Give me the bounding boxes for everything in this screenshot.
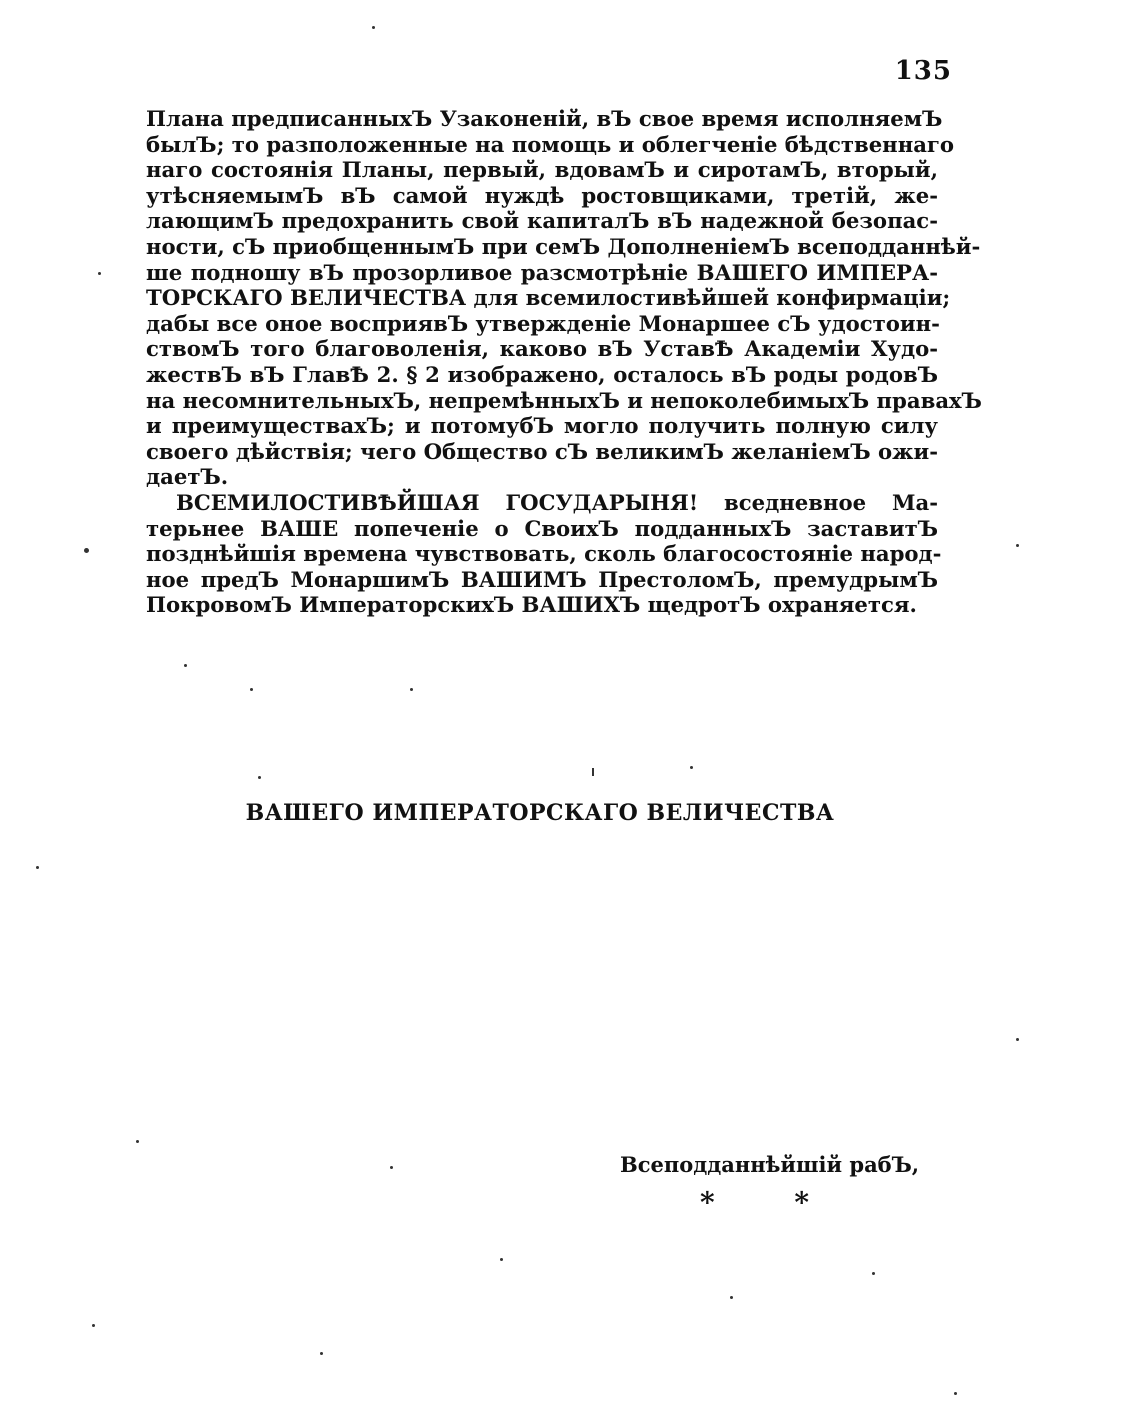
asterisk-ornament: * * xyxy=(700,1186,810,1219)
scan-speck xyxy=(730,1296,733,1299)
text-line: ше подношу вЪ прозорливое разсмотрѣніе ВАШЕГО ИМПЕРА- xyxy=(146,259,938,285)
text-line: терьнее ВАШЕ попеченіе о СвоихЪ подданныхЪ заставитЪ xyxy=(146,515,938,541)
scan-speck xyxy=(390,1166,393,1169)
scan-speck xyxy=(1016,1038,1019,1041)
text-line: своего дѣйствія; чего Общество сЪ великимЪ желаніемЪ ожи- xyxy=(146,438,938,464)
scan-speck xyxy=(372,26,375,29)
text-line: утѣсняемымЪ вЪ самой нуждѣ ростовщиками, третій, же- xyxy=(146,182,938,208)
closing-title: ВАШЕГО ИМПЕРАТОРСКАГО ВЕЛИЧЕСТВА xyxy=(245,800,835,826)
text-line: на несомнительныхЪ, непремѣнныхЪ и непоколебимыхЪ правахЪ xyxy=(146,387,982,413)
scan-speck xyxy=(592,768,594,776)
scan-speck xyxy=(500,1258,503,1261)
body-text xyxy=(146,106,982,618)
text-line: Плана предписанныхЪ Узаконеній, вЪ свое время исполняемЪ xyxy=(146,106,943,131)
text-line: ности, сЪ приобщеннымЪ при семЪ ДополненіемЪ всеподданнѣй- xyxy=(146,233,981,259)
scan-speck xyxy=(136,1140,139,1143)
text-line: и преимуществахЪ; и потомубЪ могло получить полную силу xyxy=(146,413,938,439)
scan-speck xyxy=(98,272,101,275)
scan-speck xyxy=(258,776,261,779)
text-line: жествЪ вЪ ГлавѢ 2. § 2 изображено, осталось вЪ роды родовЪ xyxy=(146,361,938,387)
scan-speck xyxy=(690,766,693,769)
scan-speck xyxy=(1016,544,1019,547)
text-line: ствомЪ того благоволенія, каково вЪ УставѢ Академіи Худо- xyxy=(146,336,938,362)
text-line: позднѣйшія времена чувствовать, сколь благосостояніе народ- xyxy=(146,541,942,567)
text-line: былЪ; то разположенные на помощь и облегченіе бѣдственнаго xyxy=(146,131,955,157)
text-line: лающимЪ предохранить свой капиталЪ вЪ надежной безопас- xyxy=(146,208,938,234)
text-line: наго состоянія Планы, первый, вдовамЪ и сиротамЪ, вторый, xyxy=(146,157,938,183)
page-number: 135 xyxy=(894,56,952,86)
scan-speck xyxy=(84,548,89,553)
scan-speck xyxy=(954,1392,957,1395)
text-line: даетЪ. xyxy=(146,464,229,490)
text-line: ПокровомЪ ИмператорскихЪ ВАШИХЪ щедротЪ охраняется. xyxy=(146,592,917,618)
scan-speck xyxy=(36,866,39,869)
scan-speck xyxy=(410,688,413,691)
signature: Всеподданнѣйшій рабЪ, xyxy=(620,1152,920,1177)
text-line: ВСЕМИЛОСТИВѢЙШАЯ ГОСУДАРЫНЯ! вседневное Ма- xyxy=(176,489,938,515)
scan-speck xyxy=(872,1272,875,1275)
scan-speck xyxy=(184,664,187,667)
text-line: ное предЪ МонаршимЪ ВАШИМЪ ПрестоломЪ, премудрымЪ xyxy=(146,566,938,592)
text-line: дабы все оное восприявЪ утвержденіе Монаршее сЪ удостоин- xyxy=(146,310,940,336)
text-line: ТОРСКАГО ВЕЛИЧЕСТВА для всемилостивѣйшей конфирмаціи; xyxy=(146,285,951,311)
scan-speck xyxy=(250,688,253,691)
scan-speck xyxy=(92,1324,95,1327)
scan-speck xyxy=(320,1352,323,1355)
